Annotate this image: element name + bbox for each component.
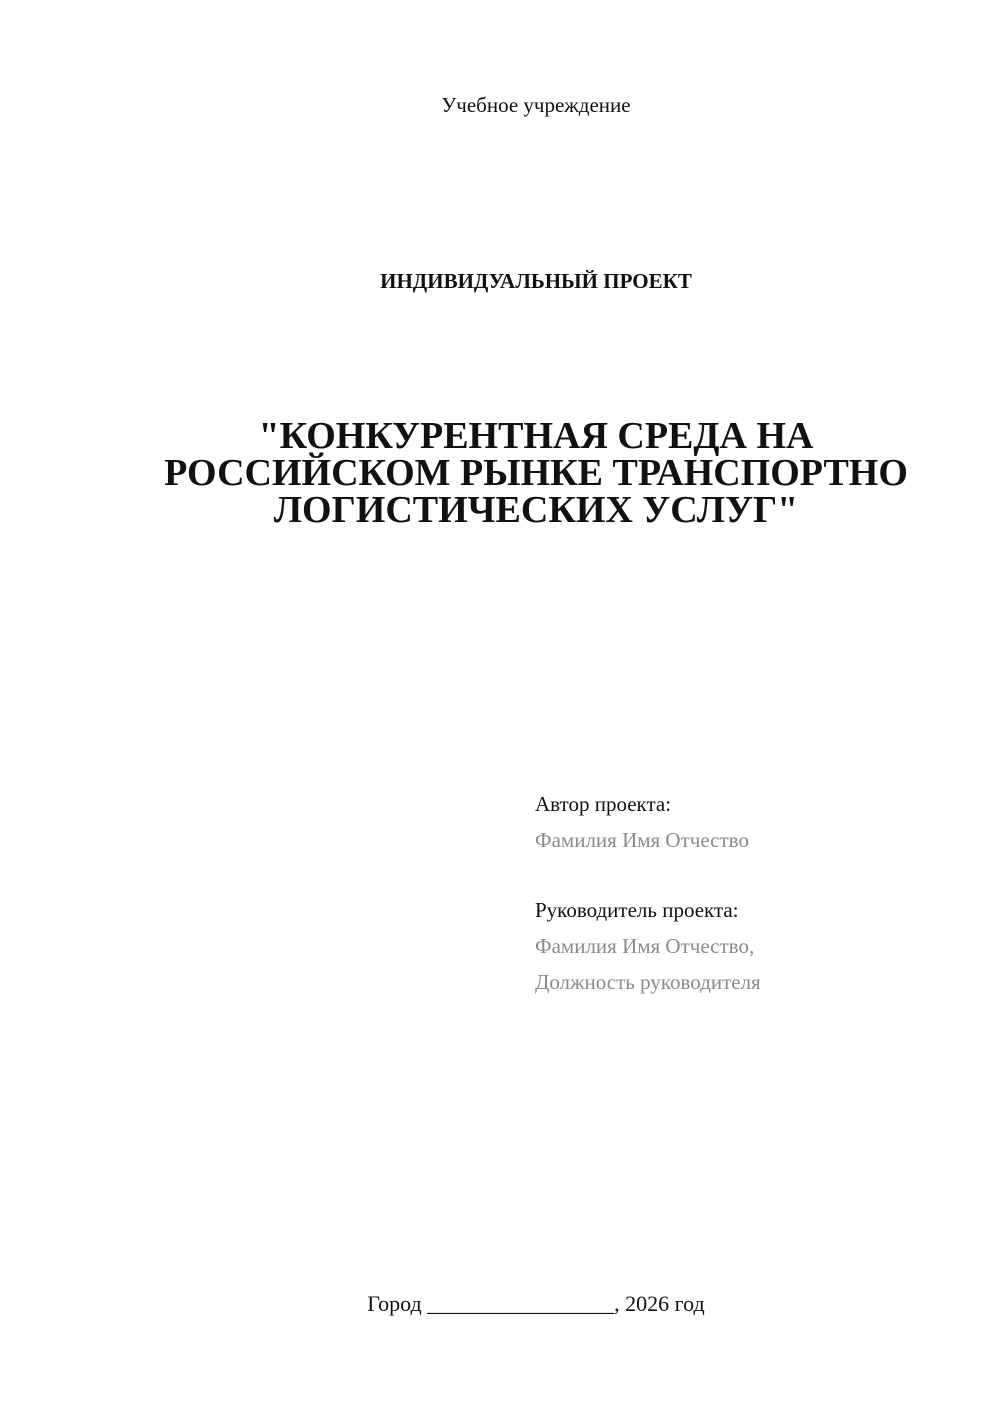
- supervisor-label: Руководитель проекта:: [535, 898, 739, 922]
- project-type-heading: ИНДИВИДУАЛЬНЫЙ ПРОЕКТ: [380, 269, 692, 293]
- author-block: [535, 786, 935, 858]
- author-name: Фамилия Имя Отчество: [535, 828, 749, 852]
- project-title-line: "КОНКУРЕНТНАЯ СРЕДА НА: [258, 415, 814, 457]
- supervisor-name: Фамилия Имя Отчество,: [535, 934, 755, 958]
- supervisor-position: Должность руководителя: [535, 970, 761, 994]
- author-label: Автор проекта:: [535, 792, 672, 816]
- city-year-line: Город _________________, 2026 год: [367, 1291, 705, 1316]
- project-title: [100, 415, 972, 531]
- supervisor-block: [535, 892, 935, 1000]
- project-title-line: РОССИЙСКОМ РЫНКЕ ТРАНСПОРТНО: [164, 452, 908, 494]
- institution-name: Учебное учреждение: [441, 93, 631, 117]
- project-title-line: ЛОГИСТИЧЕСКИХ УСЛУГ": [273, 489, 799, 531]
